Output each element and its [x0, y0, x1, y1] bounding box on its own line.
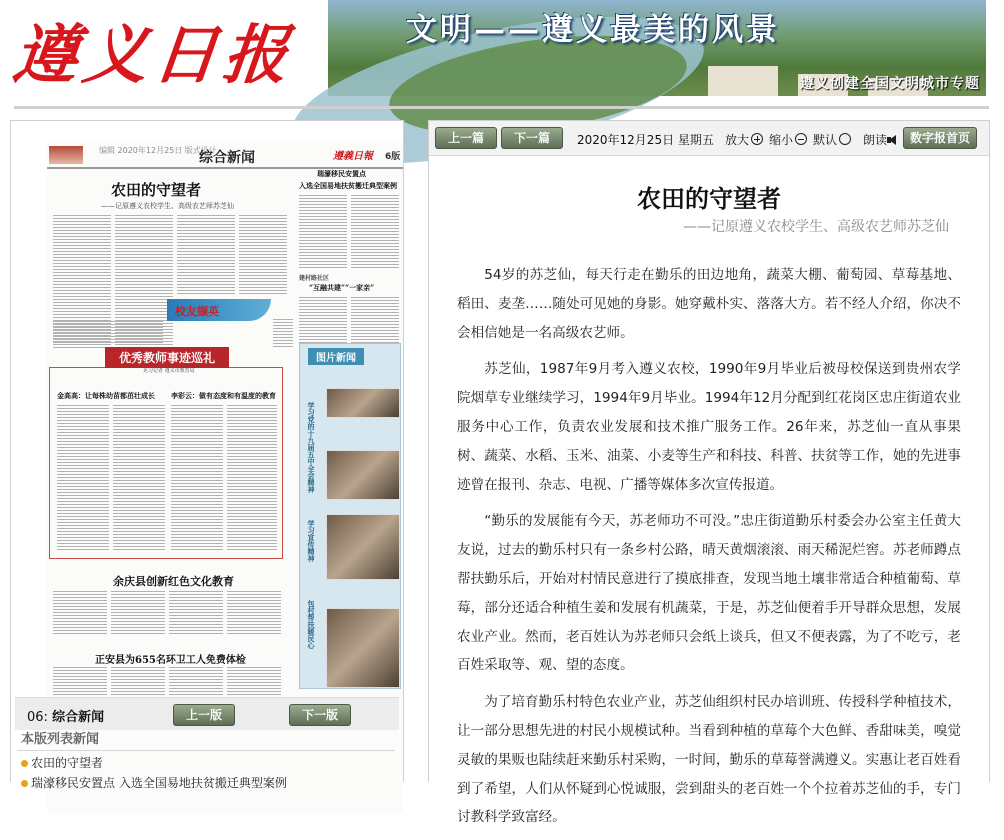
thumb-page-number: 6版: [385, 152, 401, 162]
thumb-text-block: [111, 667, 165, 697]
article-title: 农田的守望者: [637, 185, 781, 213]
article-toolbar: [429, 121, 989, 156]
thumb-photo-caption: 包村帮扶暖民心: [307, 600, 315, 649]
thumb-text-block: [53, 591, 107, 635]
bullet-icon: [21, 760, 28, 767]
thumb-text-block: [227, 667, 281, 697]
thumb-top-line: 编辑 2020年12月25日 版式设计: [99, 146, 217, 155]
article-list-item[interactable]: [21, 754, 103, 771]
prev-article-button[interactable]: 上一篇: [435, 127, 497, 149]
thumb-text-block: [53, 667, 107, 697]
masthead-text: 遵义日报: [9, 18, 298, 93]
article-body: [457, 261, 961, 840]
thumb-text-block: [53, 321, 163, 345]
thumb-text-block: [171, 405, 223, 551]
thumb-text-block: [57, 405, 109, 551]
thumb-masthead: 遵義日報: [333, 151, 373, 162]
thumb-news-photo[interactable]: [326, 514, 400, 580]
digital-paper-home-button[interactable]: 数字报首页: [903, 127, 977, 149]
thumb-news-photo[interactable]: [326, 388, 400, 418]
banner-subtitle: 遵义创建全国文明城市专题: [800, 76, 980, 92]
thumb-headline-right2[interactable]: 入选全国易地扶贫搬迁典型案例: [299, 181, 397, 190]
next-page-button[interactable]: 下一版: [289, 704, 351, 726]
page-thumbnail-pane: [10, 120, 404, 790]
zoom-in-label: 放大: [725, 133, 750, 147]
thumb-text-block: [239, 215, 287, 295]
thumb-news-photo[interactable]: [326, 608, 400, 688]
thumb-headline-right3: 建村路社区: [299, 275, 330, 282]
page-number-label: 06:: [27, 710, 48, 725]
page-navigation-bar: [15, 697, 399, 730]
article-pane: [428, 120, 990, 826]
article-list-item-label: 瑞濠移民安置点 入选全国易地扶贫搬迁典型案例: [31, 776, 287, 790]
zoom-out-button[interactable]: [769, 131, 807, 148]
header-divider: [14, 106, 989, 109]
page-name-label: 综合新闻: [52, 710, 105, 725]
thumb-text-block: [169, 667, 223, 697]
zoom-out-label: 缩小: [769, 133, 794, 147]
prev-page-button[interactable]: 上一版: [173, 704, 235, 726]
thumb-text-block: [299, 297, 347, 349]
default-size-label: 默认: [813, 133, 838, 147]
thumb-headline-bottom[interactable]: 正安县为655名环卫工人免费体检: [95, 655, 246, 666]
thumb-headline-mid[interactable]: 余庆县创新红色文化教育: [113, 575, 234, 588]
issue-date: 2020年12月25日 星期五: [577, 133, 714, 147]
thumb-text-block: [111, 591, 165, 635]
article-paragraph: “勤乐的发展能有今天，苏老师功不可没。”忠庄街道勤乐村委会办公室主任黄大友说，过去的勤乐村只有一条乡村公路，晴天黄烟滚滚、雨天稀泥烂窖。苏老师蹲点帮扶勤乐后，开始对村情民意进行了摸底排查，发现当地土壤非常适合种植葡萄、草莓，部分还适合种植生姜和发展有机蔬菜，于是，苏芝仙便着手开导群众思想，发展农业产业。然而，老百姓认为苏老师只会纸上谈兵，但又不便表露，为了不吃亏，老百姓采取等、观、望的态度。: [457, 513, 961, 674]
thumb-photo-caption: 学习宣传精神: [307, 520, 315, 562]
article-list-item[interactable]: [21, 774, 287, 791]
thumb-building-image: [49, 146, 83, 164]
site-header: [0, 0, 1004, 110]
radio-circle-icon: [839, 133, 851, 145]
thumb-xiaoyou-banner: [167, 299, 271, 321]
thumb-text-block: [273, 319, 293, 349]
read-aloud-label: 朗读: [863, 133, 888, 147]
header-banner[interactable]: [328, 0, 986, 96]
read-aloud-button[interactable]: [863, 131, 896, 148]
thumb-text-block: [351, 195, 399, 269]
zoom-out-icon: [795, 133, 807, 145]
thumb-text-block: [299, 195, 347, 269]
banner-title: 文明——遵义最美的风景: [406, 12, 780, 48]
page-article-list-heading: 本版列表新闻: [17, 729, 395, 751]
thumb-text-block: [113, 405, 165, 551]
article-subtitle: ——记原遵义农校学生、高级农艺师苏芝仙: [683, 219, 949, 235]
thumb-picture-news-box: [299, 343, 401, 689]
bullet-icon: [21, 780, 28, 787]
next-article-button[interactable]: 下一篇: [501, 127, 563, 149]
thumb-picture-news-tag: 图片新闻: [308, 348, 364, 365]
article-paragraph: 为了培育勤乐村特色农业产业，苏芝仙组织村民办培训班、传授科学种植技术，让一部分思想先进的村民小规模试种。当看到种植的草莓个大色鲜、香甜味美，嗅觉灵敏的果贩也陆续赶来勤乐村采购，一时间，勤乐的草莓誉满遵义。实惠让老百姓看到了希望，人们从怀疑到心悦诚服，尝到甜头的老百姓一个个拉着苏芝仙的手，专门讨教科学致富经。: [457, 694, 961, 826]
thumb-headline-right[interactable]: 瑞濠移民安置点: [317, 169, 366, 178]
thumb-photo-caption: 学习党的十九届五中全会精神: [307, 402, 315, 493]
thumb-teacher-headline-2[interactable]: 李彩云：做有态度和有温度的教育: [171, 391, 276, 400]
thumb-text-block: [227, 591, 281, 635]
thumb-headline-right4[interactable]: “互融共建”“一家亲”: [309, 283, 375, 292]
article-list-item-label: 农田的守望者: [31, 756, 104, 770]
thumb-section-name: 综合新闻: [199, 150, 255, 166]
newspaper-logo[interactable]: [9, 4, 314, 96]
thumb-teacher-feature-tag: 优秀教师事迹巡礼: [105, 347, 229, 368]
thumb-teacher-feature-byline: 见习记者 遵义市教育局: [143, 368, 195, 374]
thumb-page-header: [47, 143, 403, 169]
thumb-headline-sub: ——记原遵义农校学生、高级农艺师苏芝仙: [101, 202, 234, 210]
banner-building-graphic: [708, 66, 778, 96]
zoom-in-button[interactable]: [725, 131, 763, 148]
thumb-headline-main[interactable]: 农田的守望者: [111, 181, 202, 199]
thumb-text-block: [169, 591, 223, 635]
default-size-button[interactable]: [813, 131, 851, 148]
current-page-info: [27, 706, 104, 725]
thumb-text-block: [177, 215, 235, 295]
article-paragraph: 苏芝仙，1987年9月考入遵义农校，1990年9月毕业后被母校保送到贵州农学院烟草专业继续学习，1994年9月毕业。1994年12月分配到红花岗区忠庄街道农业服务中心工作，负责农业发展和技术推广服务工作。26年来，苏芝仙一直从事果树、蔬菜、水稻、玉米、油菜、小麦等生产和科技、科普、扶贫等工作，她的先进事迹曾在报刊、杂志、电视、广播等媒体多次宣传报道。: [457, 361, 961, 493]
article-paragraph: 54岁的苏芝仙，每天行走在勤乐的田边地角，蔬菜大棚、葡萄园、草莓基地、稻田、麦垄……随处可见她的身影。她穿戴朴实、落落大方。若不经人介绍，你决不会相信她是一名高级农艺师。: [457, 267, 961, 341]
zoom-in-icon: [751, 133, 763, 145]
thumb-teacher-headline-1[interactable]: 金高高：让每株幼苗都茁壮成长: [57, 391, 155, 400]
thumb-text-block: [227, 405, 277, 551]
thumb-news-photo[interactable]: [326, 450, 400, 500]
thumb-text-block: [351, 297, 399, 349]
speaker-icon: [889, 135, 896, 145]
thumb-xiaoyou-label: 校友撷英: [175, 305, 219, 318]
